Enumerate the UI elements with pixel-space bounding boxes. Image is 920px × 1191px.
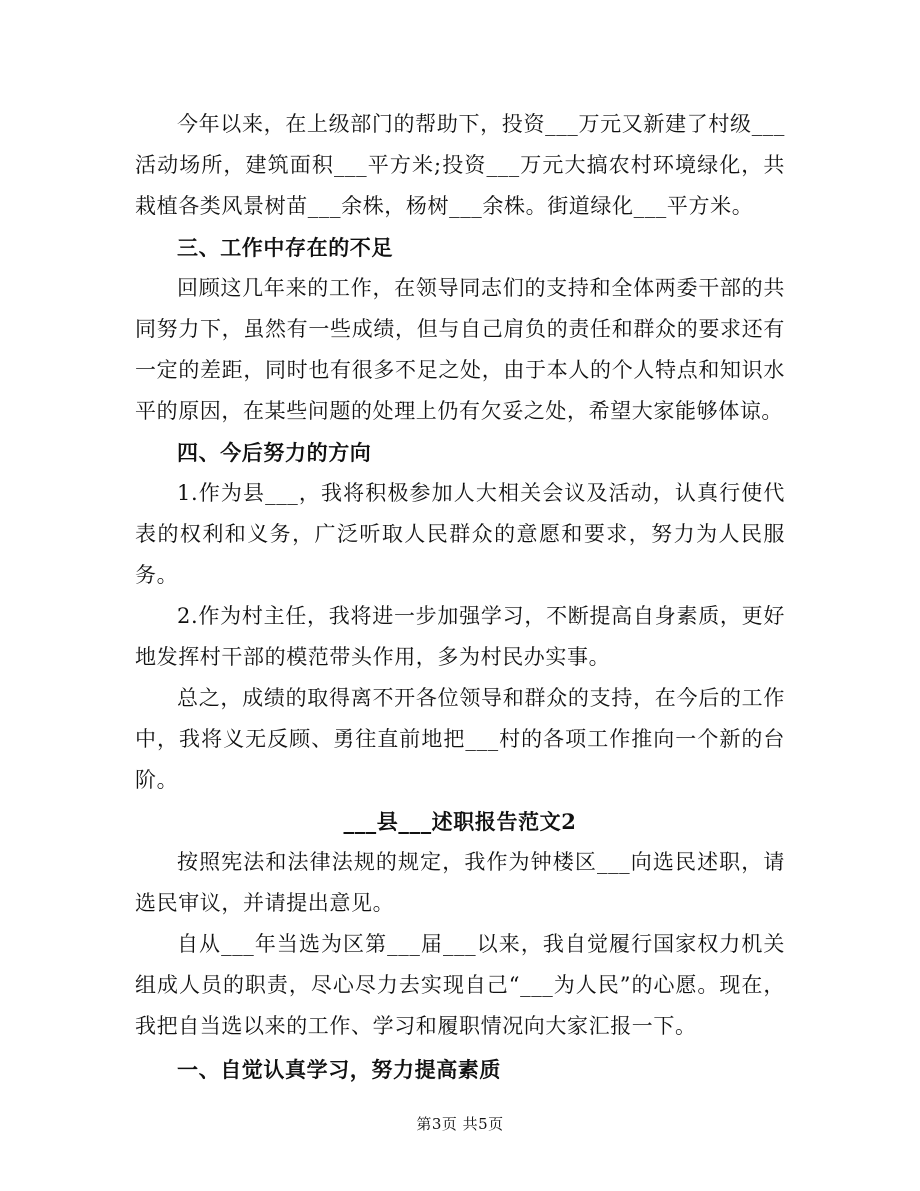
section-heading-study: 一、自觉认真学习，努力提高素质	[177, 1057, 501, 1082]
document-body	[135, 104, 785, 1090]
paragraph-conclusion: 总之，成绩的取得离不开各位领导和群众的支持，在今后的工作中，我将义无反顾、勇往直前地把___村的各项工作推向一个新的台阶。	[135, 686, 785, 792]
section-heading-shortcomings: 三、工作中存在的不足	[177, 235, 393, 260]
paragraph-duties: 自从___年当选为区第___届___以来，我自觉履行国家权力机关组成人员的职责，尽心尽力去实现自己“___为人民”的心愿。现在，我把自当选以来的工作、学习和履职情况向大家汇报一下。	[135, 932, 785, 1038]
paragraph-investment: 今年以来，在上级部门的帮助下，投资___万元又新建了村级___活动场所，建筑面积___平方米;投资___万元大搞农村环境绿化，共栽植各类风景树苗___余株，杨树___余株。街道绿化___平方米。	[135, 112, 785, 218]
paragraph-intro: 按照宪法和法律法规的规定，我作为钟楼区___向选民述职，请选民审议，并请提出意见。	[135, 850, 785, 915]
section-heading-future-direction: 四、今后努力的方向	[177, 440, 372, 465]
paragraph-item-1: 1.作为县___，我将积极参加人大相关会议及活动，认真行使代表的权利和义务，广泛听取人民群众的意愿和要求，努力为人民服务。	[135, 481, 785, 587]
page-number: 第3页 共5页	[416, 1115, 504, 1133]
paragraph-item-2: 2.作为村主任，我将进一步加强学习，不断提高自身素质，更好地发挥村干部的模范带头作用，多为村民办实事。	[135, 604, 785, 669]
report-title: ___县___述职报告范文2	[343, 809, 577, 834]
paragraph-review: 回顾这几年来的工作，在领导同志们的支持和全体两委干部的共同努力下，虽然有一些成绩，但与自己肩负的责任和群众的要求还有一定的差距，同时也有很多不足之处，由于本人的个人特点和知识水平的原因，在某些问题的处理上仍有欠妥之处，希望大家能够体谅。	[135, 276, 785, 423]
